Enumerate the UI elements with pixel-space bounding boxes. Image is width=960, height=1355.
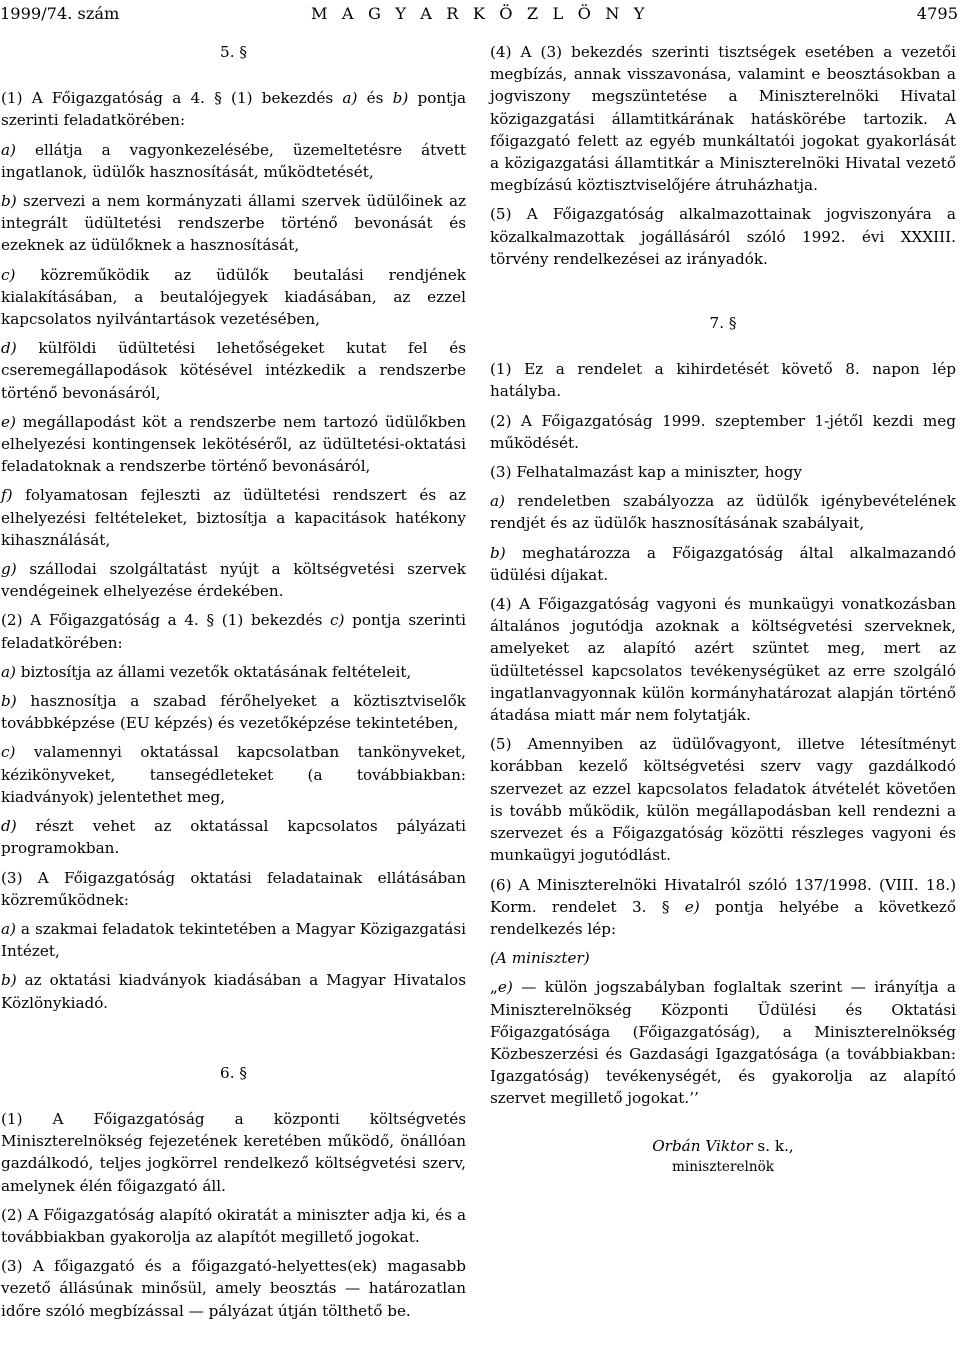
item-label: b)	[1, 192, 17, 211]
item-label: a)	[1, 140, 16, 159]
list-item	[490, 490, 956, 534]
signatory-name: Orbán Viktor	[652, 1136, 753, 1155]
list-item	[1, 690, 466, 734]
list-item	[1, 558, 466, 602]
item-label: e)	[1, 412, 16, 431]
paragraph: (5) A Főigazgatóság alkalmazottainak jogviszonyára a közalkalmazottak jogállásáról szóló 1992. évi XXXIII. törvény rendelkezései az irányadók.	[490, 205, 956, 268]
right-column	[490, 41, 956, 1178]
text: pontja szerinti feladatkörében:	[1, 611, 466, 652]
item-text: a szakmai feladatok tekintetében a Magyar Közigazgatási Intézet,	[1, 919, 466, 961]
text: (6) A Miniszterelnöki Hivatalról szóló 137/1998. (VIII. 18.) Korm. rendelet 3. §	[490, 875, 956, 916]
item-text: szállodai szolgáltatást nyújt a költségvetési szervek vendégeinek elhelyezése érdekében.	[1, 560, 466, 601]
item-text: biztosítja az állami vezetők oktatásának feltételeit,	[15, 662, 412, 681]
list-item	[1, 484, 466, 551]
item-label: c)	[330, 611, 345, 630]
item-text: hasznosítja a szabad férőhelyeket a köztisztviselők továbbképzése (EU képzés) és vezetőképzése tekintetében,	[1, 692, 466, 733]
item-label: b)	[1, 692, 17, 711]
item-text: meghatározza a Főigazgatóság által alkalmazandó üdülési díjakat.	[490, 543, 956, 584]
item-label: e)	[497, 978, 513, 997]
list-item	[1, 969, 466, 1013]
quote-mark: „	[490, 978, 498, 997]
item-text: folyamatosan fejleszti az üdültetési rendszert és az elhelyezési feltételeket, biztosítja a kapacitások hatékony kihasználását,	[1, 486, 466, 549]
item-text: az oktatási kiadványok kiadásában a Magyar Hivatalos Közlönykiadó.	[1, 971, 466, 1012]
item-label: b)	[392, 89, 409, 108]
list-item	[1, 411, 466, 478]
list-item	[490, 542, 956, 586]
list-item	[1, 661, 466, 683]
item-label: b)	[490, 543, 506, 562]
section-5-heading: 5. §	[220, 43, 247, 61]
list-item	[1, 815, 466, 859]
item-label: b)	[1, 971, 17, 990]
list-item	[1, 741, 466, 808]
list-item	[1, 337, 466, 404]
signatory-title: miniszterelnök	[671, 1158, 775, 1175]
item-text: — külön jogszabályban foglaltak szerint — irányítja a Miniszterelnökség Központi Üdülési és Oktatási Főigazgatósága (Főigazgatóság), a Miniszterelnökség Közbeszerzési és Gazdasági Igazgatósága (a továbbiakban: Igazgatóság) tevékenységét, és gyakorolja az alapító szervet megillető jogokat.’’	[490, 978, 956, 1108]
paragraph: (3) A főigazgató és a főigazgató-helyettes(ek) magasabb vezető állásúnak minősül, amely beosztás — határozatlan időre szóló megbízással — pályázat útján tölthető be.	[1, 1257, 466, 1320]
item-label: a)	[1, 919, 16, 938]
item-text: részt vehet az oktatással kapcsolatos pályázati programokban.	[1, 817, 466, 858]
paragraph	[490, 874, 956, 941]
item-label: a)	[490, 492, 505, 511]
item-text: megállapodást köt a rendszerbe nem tartozó üdülőkben elhelyezési kontingensek lekötéséről, az üdültetési-oktatási feladatoknak a rendszerbe történő bevonásáról,	[1, 412, 466, 476]
paragraph: (2) A Főigazgatóság alapító okiratát a miniszter adja ki, és a továbbiakban gyakorolja az alapítót megillető jogokat.	[1, 1205, 466, 1246]
paragraph	[1, 609, 466, 653]
section-7-heading: 7. §	[709, 314, 737, 333]
page-header	[0, 4, 960, 26]
paragraph	[1, 87, 466, 131]
section-6-heading: 6. §	[220, 1063, 247, 1082]
item-label: a)	[1, 662, 16, 681]
item-label: d)	[1, 339, 17, 358]
publication-title: M A G Y A R K Ö Z L Ö N Y	[311, 4, 649, 23]
text: pontja szerinti feladatkörében:	[1, 89, 467, 130]
list-item	[1, 139, 466, 183]
item-text: ellátja a vagyonkezelésébe, üzemeltetésre átvett ingatlanok, üdülők hasznosítását, működtetését,	[1, 140, 466, 181]
list-item	[1, 190, 466, 257]
signature-block	[490, 1136, 956, 1178]
paragraph: (4) A (3) bekezdés szerinti tisztségek esetében a vezetői megbízás, annak visszavonása, valamint e beosztásokban a jogviszony megszüntetése a Miniszterelnöki Hivatal közigazgatási államtitkárának hatáskörébe tartozik. A főigazgató felett az egyéb munkáltatói jogokat gyakorlását a közigazgatási államtitkár a Miniszterelnöki Hivatal vezető megbízású köztisztviselőjére átruházhatja.	[490, 43, 956, 195]
left-column	[1, 41, 466, 1322]
item-label: f)	[1, 486, 13, 505]
item-label: c)	[1, 743, 16, 762]
paragraph: (5) Amennyiben az üdülővagyont, illetve létesítményt korábban kezelő költségvetési szerv vagy gazdálkodó szervezet az ezzel kapcsolatos feladatok átvételét követően is tovább működik, külön megállapodásban kell rendezni a szervezet és a Főigazgatóság közötti részleges vagyoni és munkaügyi jogutódlást.	[490, 735, 956, 865]
paragraph: (2) A Főigazgatóság 1999. szeptember 1-jétől kezdi meg működését.	[490, 411, 956, 452]
quoted-provision	[490, 976, 956, 1109]
issue-number: 1999/74. szám	[0, 4, 120, 23]
quote-label	[490, 947, 956, 969]
item-text: külföldi üdültetési lehetőségeket kutat fel és cseremegállapodások kötésével intézkedik a rendszerbe történő bevonásáról,	[1, 339, 466, 402]
paragraph: (1) Ez a rendelet a kihirdetését követő 8. napon lép hatályba.	[490, 360, 956, 401]
paragraph: (4) A Főigazgatóság vagyoni és munkaügyi vonatkozásban általános jogutódja azoknak a költségvetési szerveknek, amelyeket az alapító azért szüntet meg, mert az üdültetéssel kapcsolatos tevékenységüket az erre szolgáló ingatlanvagyonnak külön kormányhatározat alapján történő átadása miatt már nem folytatják.	[490, 595, 956, 725]
item-label: g)	[1, 560, 17, 579]
item-text: közreműködik az üdülők beutalási rendjének kialakításában, a beutalójegyek kiadásában, az ezzel kapcsolatos nyilvántartások vezetésében,	[1, 265, 466, 329]
text: (1) A Főigazgatóság a 4. § (1) bekezdés	[1, 89, 343, 108]
list-item	[1, 264, 466, 331]
item-label: e)	[684, 897, 700, 916]
paragraph: (3) A Főigazgatóság oktatási feladatainak ellátásában közreműködnek:	[1, 868, 466, 909]
paragraph: (1) A Főigazgatóság a központi költségvetés Miniszterelnökség fejezetének keretében működő, önállóan gazdálkodó, teljes jogkörrel rendelkező költségvetési szerv, amelynek élén főigazgató áll.	[1, 1109, 466, 1195]
page-number: 4795	[916, 4, 958, 23]
item-label: d)	[1, 817, 17, 836]
signature-line	[490, 1136, 956, 1157]
quote-label-text: (A miniszter)	[490, 949, 590, 968]
item-text: valamennyi oktatással kapcsolatban tankönyveket, kézikönyveket, tansegédleteket (a továbbiakban: kiadványok) jelentethet meg,	[1, 743, 466, 806]
item-text: szervezi a nem kormányzati állami szervek üdülőinek az integrált üdültetési rendszerbe történő bevonását és ezeknek az üdülőknek a hasznosítását,	[1, 192, 466, 255]
paragraph: (3) Felhatalmazást kap a miniszter, hogy	[490, 463, 802, 482]
text: (2) A Főigazgatóság a 4. § (1) bekezdés	[1, 611, 331, 630]
item-text: rendeletben szabályozza az üdülők igénybevételének rendjét és az üdülők hasznosításának szabályait,	[490, 492, 956, 533]
item-label: a)	[342, 89, 358, 108]
list-item	[1, 918, 466, 962]
text: pontja helyébe a következő rendelkezés lép:	[490, 897, 956, 938]
item-label: c)	[1, 265, 16, 284]
signatory-suffix: s. k.,	[752, 1136, 794, 1155]
text: és	[357, 89, 393, 108]
